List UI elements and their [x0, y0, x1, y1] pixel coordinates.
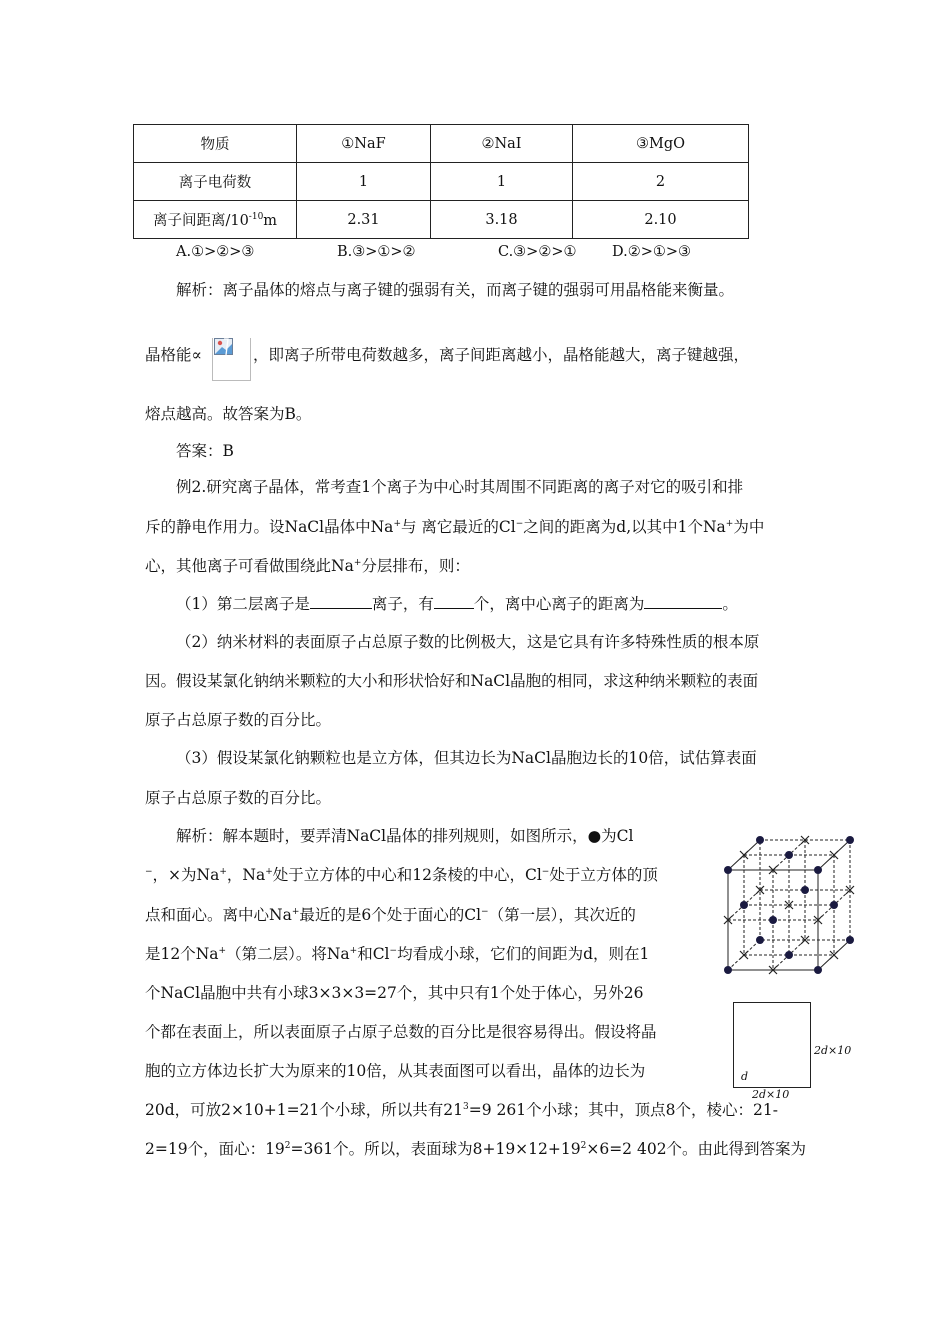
choice-b: B.③>①>② — [337, 244, 416, 260]
table-row-label: 离子电荷数 — [134, 163, 297, 201]
square-bottom-label: 2d×10 — [752, 1088, 790, 1101]
text: 为中 — [733, 518, 765, 536]
superscript: 3 — [463, 1101, 469, 1112]
superscript: − — [541, 866, 550, 877]
fill-in-blank[interactable] — [434, 594, 474, 609]
question-1 — [176, 594, 738, 614]
question-3-line: （3）假设某氯化钠颗粒也是立方体，但其边长为NaCl晶胞边长的10倍，试估算表面 — [176, 749, 757, 767]
nacl-unit-cell-diagram — [718, 832, 858, 980]
analysis-2-line: 胞的立方体边长扩大为原来的10倍，从其表面图可以看出，晶体的边长为 — [145, 1062, 646, 1080]
table-row — [134, 201, 749, 239]
label-text: 离子间距离/10 — [152, 213, 249, 229]
example-line — [145, 517, 764, 537]
table-cell: 1 — [297, 163, 431, 201]
example-line: 例2.研究离子晶体，常考查1个离子为中心时其周围不同距离的离子对它的吸引和排 — [176, 478, 744, 496]
text: （第二层）。将Na — [226, 945, 350, 963]
label-exponent: -10 — [248, 212, 264, 223]
text: 。 — [722, 595, 738, 613]
fill-in-blank[interactable] — [644, 594, 722, 609]
text: 处于立方体的中心和12条棱的中心，Cl — [272, 866, 542, 884]
analysis-2-line — [145, 1139, 806, 1159]
lattice-energy-prefix: 晶格能∝ — [145, 346, 202, 364]
text: 点和面心。离中心Na — [145, 906, 292, 924]
table-row-label — [134, 201, 297, 239]
text: ×6=2 402个。由此得到答案为 — [586, 1140, 807, 1158]
text: =361个。所以，表面球为8+19×12+19 — [290, 1140, 581, 1158]
table-header-cell: ②NaI — [431, 125, 573, 163]
table-header-cell: ①NaF — [297, 125, 431, 163]
text: 离子，有 — [371, 595, 434, 613]
text: 均看成小球，它们的间距为d，则在1 — [397, 945, 650, 963]
choice-a: A.①>②>③ — [176, 244, 255, 260]
text: 心，其他离子可看做围绕此Na — [145, 557, 354, 575]
text: 处于立方体的顶 — [549, 866, 658, 884]
superscript: + — [218, 945, 227, 956]
table-header-row — [134, 125, 749, 163]
superscript: + — [353, 557, 362, 568]
text: （第一层），其次近的 — [488, 906, 636, 924]
choice-d: D.②>①>③ — [612, 244, 692, 260]
table-header-cell: ③MgO — [573, 125, 749, 163]
lattice-energy-text: ，即离子所带电荷数越多，离子间距离越小，晶格能越大，离子键越强， — [253, 346, 750, 364]
text: 与 离它最近的Cl — [400, 518, 516, 536]
answer-text: 答案：B — [176, 442, 234, 460]
superscript: + — [219, 866, 227, 877]
question-2-line: 原子占总原子数的百分比。 — [145, 711, 332, 729]
superscript: − — [515, 518, 524, 529]
text: 个，离中心离子的距离为 — [473, 595, 645, 613]
text: =9 261个小球；其中，顶点8个，棱心：21- — [468, 1101, 778, 1119]
analysis-2-line — [145, 1100, 778, 1120]
text: 最近的是6个处于面心的Cl — [299, 906, 482, 924]
superscript: − — [389, 945, 398, 956]
square-side-label: 2d×10 — [814, 1044, 852, 1057]
analysis-2-line — [145, 905, 636, 925]
table-row — [134, 163, 749, 201]
text: 斥的静电作用力。设NaCl晶体中Na — [145, 518, 394, 536]
ionic-properties-table — [133, 124, 749, 239]
superscript: 2 — [284, 1140, 291, 1151]
superscript: − — [145, 866, 153, 877]
analysis-2-line — [145, 865, 658, 885]
text: 和Cl — [357, 945, 390, 963]
text: 分层排布，则： — [361, 557, 470, 575]
analysis-2-line: 个都在表面上，所以表面原子占原子总数的百分比是很容易得出。假设将晶 — [145, 1023, 657, 1041]
text: 2=19个，面心：19 — [145, 1140, 285, 1158]
table-cell: 2 — [573, 163, 749, 201]
analysis-paragraph: 解析：离子晶体的熔点与离子键的强弱有关，而离子键的强弱可用晶格能来衡量。 — [176, 281, 735, 299]
analysis-2-line: 解析：解本题时，要弄清NaCl晶体的排列规则，如图所示，●为Cl — [176, 827, 634, 845]
label-unit: m — [263, 213, 278, 229]
example-line — [145, 556, 470, 576]
superscript: + — [349, 945, 358, 956]
text: 20d，可放2×10+1=21个小球，所以共有21 — [145, 1101, 464, 1119]
superscript: − — [481, 906, 489, 917]
superscript: 2 — [580, 1140, 587, 1151]
superscript: + — [265, 866, 273, 877]
lattice-energy-conclusion: 熔点越高。故答案为B。 — [145, 405, 312, 423]
superscript: + — [393, 518, 401, 529]
analysis-2-line: 个NaCl晶胞中共有小球3×3×3=27个，其中只有1个处于体心，另外26 — [145, 984, 644, 1002]
question-2-line: （2）纳米材料的表面原子占总原子数的比例极大，这是它具有许多特殊性质的根本原 — [176, 633, 760, 651]
text: ，Na — [226, 866, 266, 884]
fill-in-blank[interactable] — [310, 594, 372, 609]
table-header-cell: 物质 — [134, 125, 297, 163]
text: （1）第二层离子是 — [176, 595, 310, 613]
broken-image-icon — [212, 338, 251, 381]
table-cell: 2.10 — [573, 201, 749, 239]
table-cell: 2.31 — [297, 201, 431, 239]
text: 之间的距离为d,以其中1个Na — [523, 518, 726, 536]
choice-c: C.③>②>① — [498, 244, 577, 260]
table-cell: 3.18 — [431, 201, 573, 239]
superscript: + — [725, 518, 734, 529]
square-inner-label: d — [741, 1070, 749, 1083]
text: ，×为Na — [152, 866, 220, 884]
text: 是12个Na — [145, 945, 219, 963]
analysis-2-line — [145, 944, 649, 964]
table-cell: 1 — [431, 163, 573, 201]
superscript: + — [291, 906, 300, 917]
question-3-line: 原子占总原子数的百分比。 — [145, 789, 332, 807]
question-2-line: 因。假设某氯化钠纳米颗粒的大小和形状恰好和NaCl晶胞的相同，求这种纳米颗粒的表面 — [145, 672, 759, 690]
